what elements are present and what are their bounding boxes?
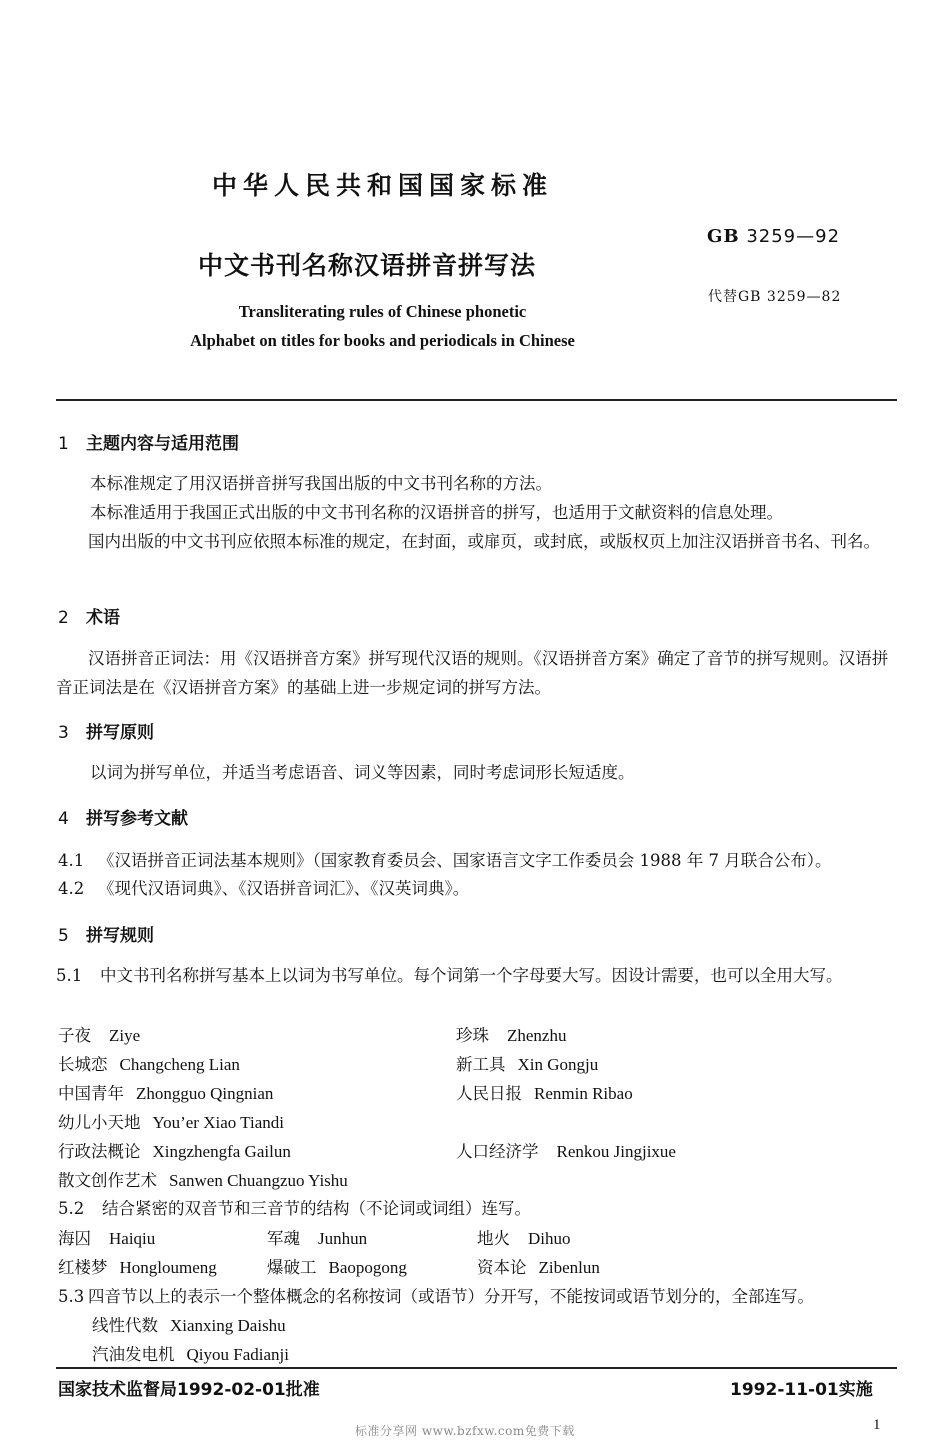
example-cn: 线性代数 bbox=[92, 1316, 158, 1335]
example-pinyin: Xingzhengfa Gailun bbox=[152, 1142, 291, 1161]
item-text: 《汉语拼音正词法基本规则》（国家教育委员会、国家语言文字工作委员会 1988 年 7 月联合公布）。 bbox=[98, 851, 832, 870]
example-title bbox=[58, 1225, 155, 1249]
example-pinyin: Zhenzhu bbox=[507, 1026, 567, 1045]
section-2-heading bbox=[58, 603, 120, 628]
rule-5-1 bbox=[56, 961, 896, 990]
example-cn: 珍珠 bbox=[456, 1026, 489, 1045]
example-pinyin: Qiyou Fadianji bbox=[186, 1345, 289, 1364]
example-cn: 红楼梦 bbox=[58, 1258, 108, 1277]
section-title: 主题内容与适用范围 bbox=[86, 434, 239, 454]
example-cn: 散文创作艺术 bbox=[58, 1171, 157, 1190]
section-1-paragraph-1: 本标准规定了用汉语拼音拼写我国出版的中文书刊名称的方法。 bbox=[90, 474, 552, 493]
example-pinyin: Xianxing Daishu bbox=[170, 1316, 286, 1335]
example-title bbox=[477, 1254, 600, 1278]
rule-number: 5.1 bbox=[56, 966, 83, 985]
section-title: 拼写原则 bbox=[86, 723, 154, 743]
example-title bbox=[456, 1051, 598, 1075]
document-title-en-line1: Transliterating rules of Chinese phonetic bbox=[238, 302, 527, 321]
document-title-cn: 中文书刊名称汉语拼音拼写法 bbox=[198, 251, 537, 280]
watermark: 标准分享网 www.bzfxw.com免费下载 bbox=[355, 1424, 575, 1438]
rule-text: 中文书刊名称拼写基本上以词为书写单位。每个词第一个字母要大写。因设计需要，也可以全用大写。 bbox=[100, 966, 843, 985]
section-number: 4 bbox=[58, 809, 69, 829]
example-pinyin: Dihuo bbox=[528, 1229, 571, 1248]
example-title bbox=[456, 1022, 566, 1046]
example-pinyin: Ziye bbox=[109, 1026, 141, 1045]
section-5-heading bbox=[58, 921, 154, 946]
section-2-paragraph-1 bbox=[56, 644, 896, 702]
example-pinyin: Renmin Ribao bbox=[534, 1084, 633, 1103]
example-pinyin: Haiqiu bbox=[109, 1229, 156, 1248]
standard-org-heading: 中华人民共和国国家标准 bbox=[212, 171, 554, 200]
example-pinyin: Sanwen Chuangzuo Yishu bbox=[169, 1171, 348, 1190]
example-cn: 爆破工 bbox=[267, 1258, 317, 1277]
example-pinyin: You’er Xiao Tiandi bbox=[152, 1113, 284, 1132]
example-cn: 人口经济学 bbox=[456, 1142, 539, 1161]
replaces-note: 代替GB 3259—82 bbox=[708, 289, 842, 305]
rule-number: 5.3 bbox=[58, 1287, 85, 1306]
section-number: 5 bbox=[58, 926, 69, 946]
section-title: 术语 bbox=[86, 608, 120, 628]
example-pinyin: Hongloumeng bbox=[119, 1258, 217, 1277]
example-cn: 子夜 bbox=[58, 1026, 91, 1045]
example-pinyin: Xin Gongju bbox=[517, 1055, 599, 1074]
section-title: 拼写参考文献 bbox=[86, 809, 188, 829]
example-title bbox=[267, 1225, 367, 1249]
page-number: 1 bbox=[873, 1417, 881, 1433]
rule-text: 结合紧密的双音节和三音节的结构（不论词或词组）连写。 bbox=[102, 1199, 531, 1218]
example-title bbox=[58, 1167, 348, 1191]
section-4-heading bbox=[58, 804, 188, 829]
example-pinyin: Baopogong bbox=[328, 1258, 407, 1277]
example-cn: 长城恋 bbox=[58, 1055, 108, 1074]
example-title bbox=[58, 1109, 284, 1133]
example-title bbox=[58, 1254, 217, 1278]
standard-code: 3259—92 bbox=[746, 226, 841, 247]
section-title: 拼写规则 bbox=[86, 926, 154, 946]
example-pinyin: Junhun bbox=[318, 1229, 368, 1248]
section-number: 3 bbox=[58, 723, 69, 743]
example-cn: 资本论 bbox=[477, 1258, 527, 1277]
rule-5-2 bbox=[58, 1194, 531, 1223]
standard-number bbox=[707, 226, 840, 247]
example-cn: 新工具 bbox=[456, 1055, 506, 1074]
example-cn: 中国青年 bbox=[58, 1084, 124, 1103]
item-text: 《现代汉语词典》、《汉语拼音词汇》、《汉英词典》。 bbox=[98, 879, 470, 898]
rule-number: 5.2 bbox=[58, 1199, 85, 1218]
section-number: 2 bbox=[58, 608, 69, 628]
example-cn: 海囚 bbox=[58, 1229, 91, 1248]
standard-prefix: GB bbox=[707, 226, 740, 247]
example-pinyin: Zibenlun bbox=[538, 1258, 600, 1277]
rule-text: 四音节以上的表示一个整体概念的名称按词（或语节）分开写，不能按词或语节划分的，全部连写。 bbox=[88, 1287, 814, 1306]
approval-note: 国家技术监督局1992-02-01批准 bbox=[58, 1380, 320, 1400]
rule-5-3 bbox=[58, 1282, 814, 1311]
header-divider bbox=[56, 399, 897, 401]
paragraph-text: 国内出版的中文书刊应依照本标准的规定，在封面，或扉页，或封底，或版权页上加注汉语拼音书名、刊名。 bbox=[88, 532, 880, 551]
example-title bbox=[477, 1225, 571, 1249]
example-cn: 幼儿小天地 bbox=[58, 1113, 141, 1132]
example-title bbox=[92, 1312, 286, 1336]
example-pinyin: Changcheng Lian bbox=[119, 1055, 240, 1074]
reference-item-4-2 bbox=[58, 874, 469, 903]
section-1-paragraph-3 bbox=[56, 527, 896, 556]
section-number: 1 bbox=[58, 434, 69, 454]
example-title bbox=[456, 1138, 676, 1162]
document-title-en-line2: Alphabet on titles for books and periodicals in Chinese bbox=[190, 331, 575, 350]
example-title bbox=[58, 1080, 273, 1104]
example-pinyin: Renkou Jingjixue bbox=[556, 1142, 676, 1161]
example-title bbox=[58, 1051, 240, 1075]
item-number: 4.2 bbox=[58, 879, 85, 898]
section-1-paragraph-2: 本标准适用于我国正式出版的中文书刊名称的汉语拼音的拼写，也适用于文献资料的信息处理。 bbox=[90, 503, 783, 522]
example-title bbox=[58, 1138, 291, 1162]
example-pinyin: Zhongguo Qingnian bbox=[136, 1084, 274, 1103]
example-cn: 地火 bbox=[477, 1229, 510, 1248]
example-cn: 行政法概论 bbox=[58, 1142, 141, 1161]
paragraph-text: 汉语拼音正词法：用《汉语拼音方案》拼写现代汉语的规则。《汉语拼音方案》确定了音节的拼写规则。汉语拼音正词法是在《汉语拼音方案》的基础上进一步规定词的拼写方法。 bbox=[56, 649, 889, 697]
section-1-heading bbox=[58, 429, 239, 454]
effective-date: 1992-11-01实施 bbox=[730, 1380, 873, 1400]
reference-item-4-1 bbox=[58, 846, 831, 875]
example-title bbox=[92, 1341, 289, 1365]
example-cn: 人民日报 bbox=[456, 1084, 522, 1103]
example-title bbox=[267, 1254, 407, 1278]
footer-divider bbox=[56, 1367, 897, 1369]
example-cn: 汽油发电机 bbox=[92, 1345, 175, 1364]
example-cn: 军魂 bbox=[267, 1229, 300, 1248]
example-title bbox=[58, 1022, 140, 1046]
item-number: 4.1 bbox=[58, 851, 85, 870]
example-title bbox=[456, 1080, 633, 1104]
section-3-paragraph-1: 以词为拼写单位，并适当考虑语音、词义等因素，同时考虑词形长短适度。 bbox=[90, 763, 635, 782]
section-3-heading bbox=[58, 718, 154, 743]
